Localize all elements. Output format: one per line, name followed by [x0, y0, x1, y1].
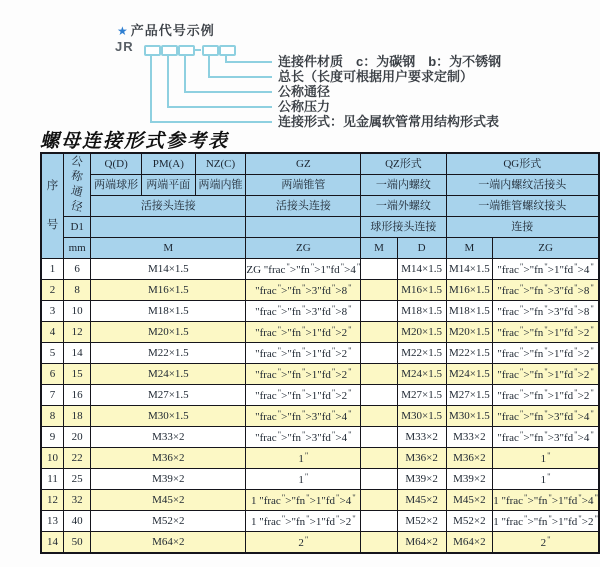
table-row	[41, 469, 599, 490]
cell-dn: 8	[64, 280, 91, 301]
cell-qg-zg: "frac">"fn">1"fd">2"	[493, 322, 599, 343]
table-row	[41, 448, 599, 469]
cell-dn: 14	[64, 343, 91, 364]
cell-seq: 2	[41, 280, 64, 301]
cell-qz-m	[361, 259, 397, 280]
cell-m: M16×1.5	[91, 280, 246, 301]
cell-gz: "frac">"fn">3"fd">4"	[246, 427, 361, 448]
connector-line	[150, 54, 152, 122]
star-icon: ★	[117, 24, 129, 38]
header-col-NZC: NZ(C)	[195, 153, 246, 175]
cell-dn: 6	[64, 259, 91, 280]
code-box-4	[202, 45, 219, 56]
header-empty-1	[91, 217, 246, 238]
cell-qz-m	[361, 301, 397, 322]
cell-dn: 22	[64, 448, 91, 469]
cell-qz-m	[361, 448, 397, 469]
table-row	[41, 385, 599, 406]
code-dash	[193, 49, 201, 51]
header-desc-QZ: 一端内螺纹	[361, 175, 446, 196]
diagram-heading-text: 产品代号示例	[130, 23, 215, 38]
connector-line	[167, 106, 272, 108]
cell-seq: 5	[41, 343, 64, 364]
cell-m: M18×1.5	[91, 301, 246, 322]
cell-qz-d: M52×2	[397, 511, 446, 532]
header-empty-2	[246, 217, 361, 238]
header-row-2	[41, 175, 599, 196]
cell-qz-d: M20×1.5	[397, 322, 446, 343]
cell-dn: 40	[64, 511, 91, 532]
header-desc-QG: 一端内螺纹活接头	[446, 175, 599, 196]
cell-qg-zg: "frac">"fn">3"fd">4"	[493, 427, 599, 448]
cell-qz-m	[361, 490, 397, 511]
cell-qg-m: M27×1.5	[446, 385, 493, 406]
cell-qz-m	[361, 364, 397, 385]
reference-table-wrap	[40, 152, 600, 554]
cell-m: M64×2	[91, 532, 246, 554]
cell-qg-zg: "frac">"fn">3"fd">8"	[493, 301, 599, 322]
cell-dn: 18	[64, 406, 91, 427]
cell-qz-d: M39×2	[397, 469, 446, 490]
cell-qg-zg: 2"	[493, 532, 599, 554]
cell-seq: 13	[41, 511, 64, 532]
cell-seq: 11	[41, 469, 64, 490]
table-row	[41, 406, 599, 427]
connector-line	[184, 91, 272, 93]
cell-qg-zg: 1 "frac">"fn">1"fd">2"	[493, 511, 599, 532]
cell-m: M27×1.5	[91, 385, 246, 406]
cell-qg-m: M20×1.5	[446, 322, 493, 343]
cell-qg-m: M22×1.5	[446, 343, 493, 364]
cell-dn: 32	[64, 490, 91, 511]
cell-m: M36×2	[91, 448, 246, 469]
header-unit-qg-m: M	[446, 238, 493, 259]
cell-qg-zg: "frac">"fn">1"fd">2"	[493, 343, 599, 364]
header-conn-union: 活接头连接	[91, 196, 246, 217]
cell-qg-zg: 1"	[493, 448, 599, 469]
header-row-1	[41, 153, 599, 175]
code-prefix: JR	[115, 39, 134, 54]
header-mm: mm	[64, 238, 91, 259]
header-desc-PMA: 两端平面	[142, 175, 196, 196]
cell-gz: "frac">"fn">3"fd">8"	[246, 280, 361, 301]
cell-qz-d: M22×1.5	[397, 343, 446, 364]
cell-qz-d: M33×2	[397, 427, 446, 448]
cell-qz-m	[361, 469, 397, 490]
cell-m: M39×2	[91, 469, 246, 490]
code-label-connection: 连接形式：见金属软管常用结构形式表	[278, 114, 500, 129]
cell-m: M20×1.5	[91, 322, 246, 343]
cell-qz-m	[361, 343, 397, 364]
cell-qg-zg: "frac">"fn">1"fd">2"	[493, 364, 599, 385]
cell-m: M22×1.5	[91, 343, 246, 364]
cell-qg-m: M30×1.5	[446, 406, 493, 427]
code-label-length: 总长（长度可根据用户要求定制）	[278, 69, 474, 84]
table-body	[41, 259, 599, 554]
cell-gz: "frac">"fn">1"fd">2"	[246, 343, 361, 364]
table-row	[41, 427, 599, 448]
cell-qg-zg: "frac">"fn">3"fd">4"	[493, 406, 599, 427]
cell-seq: 12	[41, 490, 64, 511]
cell-qz-d: M45×2	[397, 490, 446, 511]
cell-qg-zg: "frac">"fn">1"fd">4"	[493, 259, 599, 280]
cell-seq: 8	[41, 406, 64, 427]
header-col-QD: Q(D)	[91, 153, 142, 175]
cell-seq: 1	[41, 259, 64, 280]
header-conn-union-gz: 活接头连接	[246, 196, 361, 217]
cell-qg-m: M39×2	[446, 469, 493, 490]
header-d1: D1	[64, 217, 91, 238]
cell-qg-m: M16×1.5	[446, 280, 493, 301]
cell-seq: 3	[41, 301, 64, 322]
code-label-material: 连接件材质 c：为碳钢 b：为不锈钢	[278, 54, 502, 69]
header-col-PMA: PM(A)	[142, 153, 196, 175]
cell-gz: "frac">"fn">1"fd">2"	[246, 385, 361, 406]
cell-gz: 1 "frac">"fn">1"fd">4"	[246, 490, 361, 511]
header-conn-taper: 一端锥管螺纹接头	[446, 196, 599, 217]
cell-qg-m: M18×1.5	[446, 301, 493, 322]
connector-line	[150, 121, 272, 123]
code-label-diameter: 公称通径	[278, 84, 331, 99]
code-box-1	[144, 45, 161, 56]
cell-dn: 10	[64, 301, 91, 322]
header-desc-NZC: 两端内锥	[195, 175, 246, 196]
table-row	[41, 343, 599, 364]
cell-m: M45×2	[91, 490, 246, 511]
cell-qz-d: M64×2	[397, 532, 446, 554]
cell-qz-m	[361, 280, 397, 301]
cell-qz-d: M27×1.5	[397, 385, 446, 406]
header-connect: 连接	[446, 217, 599, 238]
cell-dn: 25	[64, 469, 91, 490]
header-ball-joint: 球形接头连接	[361, 217, 446, 238]
cell-qz-m	[361, 532, 397, 554]
table-row	[41, 490, 599, 511]
cell-m: M24×1.5	[91, 364, 246, 385]
cell-seq: 10	[41, 448, 64, 469]
diagram-heading	[117, 20, 215, 39]
cell-gz: ZG "frac">"fn">1"fd">4"	[246, 259, 361, 280]
header-conn-ext-thread: 一端外螺纹	[361, 196, 446, 217]
cell-seq: 4	[41, 322, 64, 343]
header-row-4	[41, 217, 599, 238]
table-row	[41, 322, 599, 343]
cell-qz-d: M36×2	[397, 448, 446, 469]
header-desc-QD: 两端球形	[91, 175, 142, 196]
cell-gz: "frac">"fn">1"fd">2"	[246, 364, 361, 385]
header-col-QZ: QZ形式	[361, 153, 446, 175]
cell-gz: "frac">"fn">1"fd">2"	[246, 322, 361, 343]
cell-qz-d: M18×1.5	[397, 301, 446, 322]
cell-dn: 15	[64, 364, 91, 385]
connector-line	[184, 54, 186, 92]
header-unit-zg: ZG	[246, 238, 361, 259]
header-col-GZ: GZ	[246, 153, 361, 175]
cell-seq: 14	[41, 532, 64, 554]
cell-qz-d: M14×1.5	[397, 259, 446, 280]
table-row	[41, 511, 599, 532]
cell-qg-m: M45×2	[446, 490, 493, 511]
cell-qg-zg: 1 "frac">"fn">1"fd">4"	[493, 490, 599, 511]
cell-qz-m	[361, 511, 397, 532]
cell-qz-m	[361, 427, 397, 448]
code-box-5	[219, 45, 236, 56]
connector-line	[208, 76, 272, 78]
cell-dn: 50	[64, 532, 91, 554]
cell-dn: 16	[64, 385, 91, 406]
cell-qg-m: M64×2	[446, 532, 493, 554]
table-row	[41, 301, 599, 322]
connector-line	[225, 61, 272, 63]
connector-line	[167, 54, 169, 107]
header-unit-qz-d: D	[397, 238, 446, 259]
header-unit-qg-zg: ZG	[493, 238, 599, 259]
cell-m: M14×1.5	[91, 259, 246, 280]
cell-qg-m: M24×1.5	[446, 364, 493, 385]
cell-dn: 12	[64, 322, 91, 343]
header-row-5	[41, 238, 599, 259]
cell-gz: 1"	[246, 448, 361, 469]
table-head	[41, 153, 599, 259]
cell-m: M30×1.5	[91, 406, 246, 427]
cell-seq: 6	[41, 364, 64, 385]
cell-gz: 1 "frac">"fn">1"fd">2"	[246, 511, 361, 532]
table-title: 螺母连接形式参考表	[40, 130, 230, 152]
cell-qz-d: M30×1.5	[397, 406, 446, 427]
cell-gz: "frac">"fn">3"fd">4"	[246, 406, 361, 427]
header-seq: 序 号	[41, 153, 64, 259]
code-label-pressure: 公称压力	[278, 99, 331, 114]
cell-qz-m	[361, 322, 397, 343]
cell-qg-zg: "frac">"fn">1"fd">2"	[493, 385, 599, 406]
cell-qz-m	[361, 406, 397, 427]
cell-qg-m: M33×2	[446, 427, 493, 448]
header-row-3	[41, 196, 599, 217]
table-row	[41, 532, 599, 554]
cell-gz: 2"	[246, 532, 361, 554]
cell-m: M33×2	[91, 427, 246, 448]
cell-qz-d: M16×1.5	[397, 280, 446, 301]
cell-qg-zg: "frac">"fn">3"fd">8"	[493, 280, 599, 301]
cell-qg-m: M52×2	[446, 511, 493, 532]
cell-m: M52×2	[91, 511, 246, 532]
cell-seq: 9	[41, 427, 64, 448]
cell-gz: "frac">"fn">3"fd">8"	[246, 301, 361, 322]
table-row	[41, 364, 599, 385]
header-unit-qz-m: M	[361, 238, 397, 259]
cell-qg-m: M36×2	[446, 448, 493, 469]
table-row	[41, 259, 599, 280]
cell-gz: 1"	[246, 469, 361, 490]
header-desc-GZ: 两端锥管	[246, 175, 361, 196]
cell-seq: 7	[41, 385, 64, 406]
table-row	[41, 280, 599, 301]
connector-line	[208, 54, 210, 77]
cell-qg-m: M14×1.5	[446, 259, 493, 280]
cell-qz-m	[361, 385, 397, 406]
header-nominal-diameter: 公 称 通 径	[64, 153, 91, 217]
cell-qg-zg: 1"	[493, 469, 599, 490]
header-unit-m: M	[91, 238, 246, 259]
cell-dn: 20	[64, 427, 91, 448]
code-box-2	[161, 45, 178, 56]
reference-table	[40, 152, 600, 554]
header-col-QG: QG形式	[446, 153, 599, 175]
cell-qz-d: M24×1.5	[397, 364, 446, 385]
